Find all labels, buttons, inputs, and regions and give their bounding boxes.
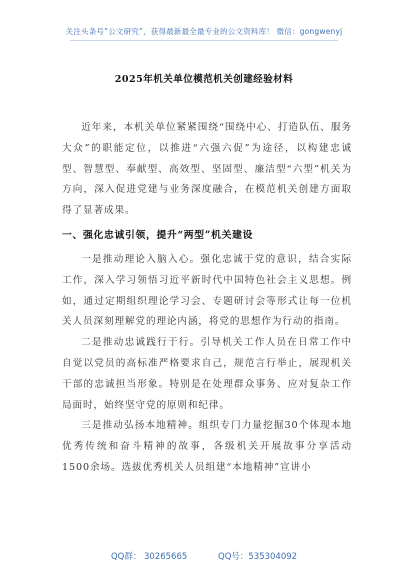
body-paragraph: 一是推动理论入脑入心。强化忠诚于党的意识，结合实际工作，深入学习领悟习近平新时代中国特色社会主义思想。例如，通过定期组织理论学习会、专题研讨会等形式让每一位机关人员深刻理解党的理论内涵，将党的思想作为行动的指南。 <box>62 253 352 328</box>
body-paragraph: 三是推动弘扬本地精神。组织专门力量挖掘30个体现本地优秀传统和奋斗精神的故事，各级机关开展故事分享活动1500余场。选拔优秀机关人员组建“本地精神”宣讲小 <box>62 420 352 473</box>
document-body <box>62 118 352 479</box>
header-divider <box>70 40 338 41</box>
promo-banner: 关注头条号“公文研究”，获得最新最全最专业的公文资料库！ 微信：gongwenyj <box>65 27 343 36</box>
section-heading: 一、强化忠诚引领，提升“两型”机关建设 <box>62 229 254 241</box>
document-title: 2025年机关单位模范机关创建经验材料 <box>114 74 294 85</box>
intro-paragraph: 近年来，本机关单位紧紧围绕“围绕中心、打造队伍、服务大众”的职能定位，以推进“六强六促”为途径，以构建忠诚型、智慧型、奉献型、高效型、坚固型、廉洁型“六型”机关为方向，深入促进党建与业务深度融合，在模范机关创建方面取得了显著成果。 <box>62 122 352 217</box>
qq-group: QQ群： 30265665 <box>110 552 188 562</box>
qq-number: QQ号：535304092 <box>218 552 298 562</box>
contact-footer <box>0 550 408 562</box>
body-paragraph: 二是推动忠诚践行于行。引导机关工作人员在日常工作中自觉以党员的高标准严格要求自己，规范言行举止，展现机关干部的忠诚担当形象。特别是在处理群众事务、应对复杂工作局面时，始终坚守党的原则和纪律。 <box>62 337 352 411</box>
